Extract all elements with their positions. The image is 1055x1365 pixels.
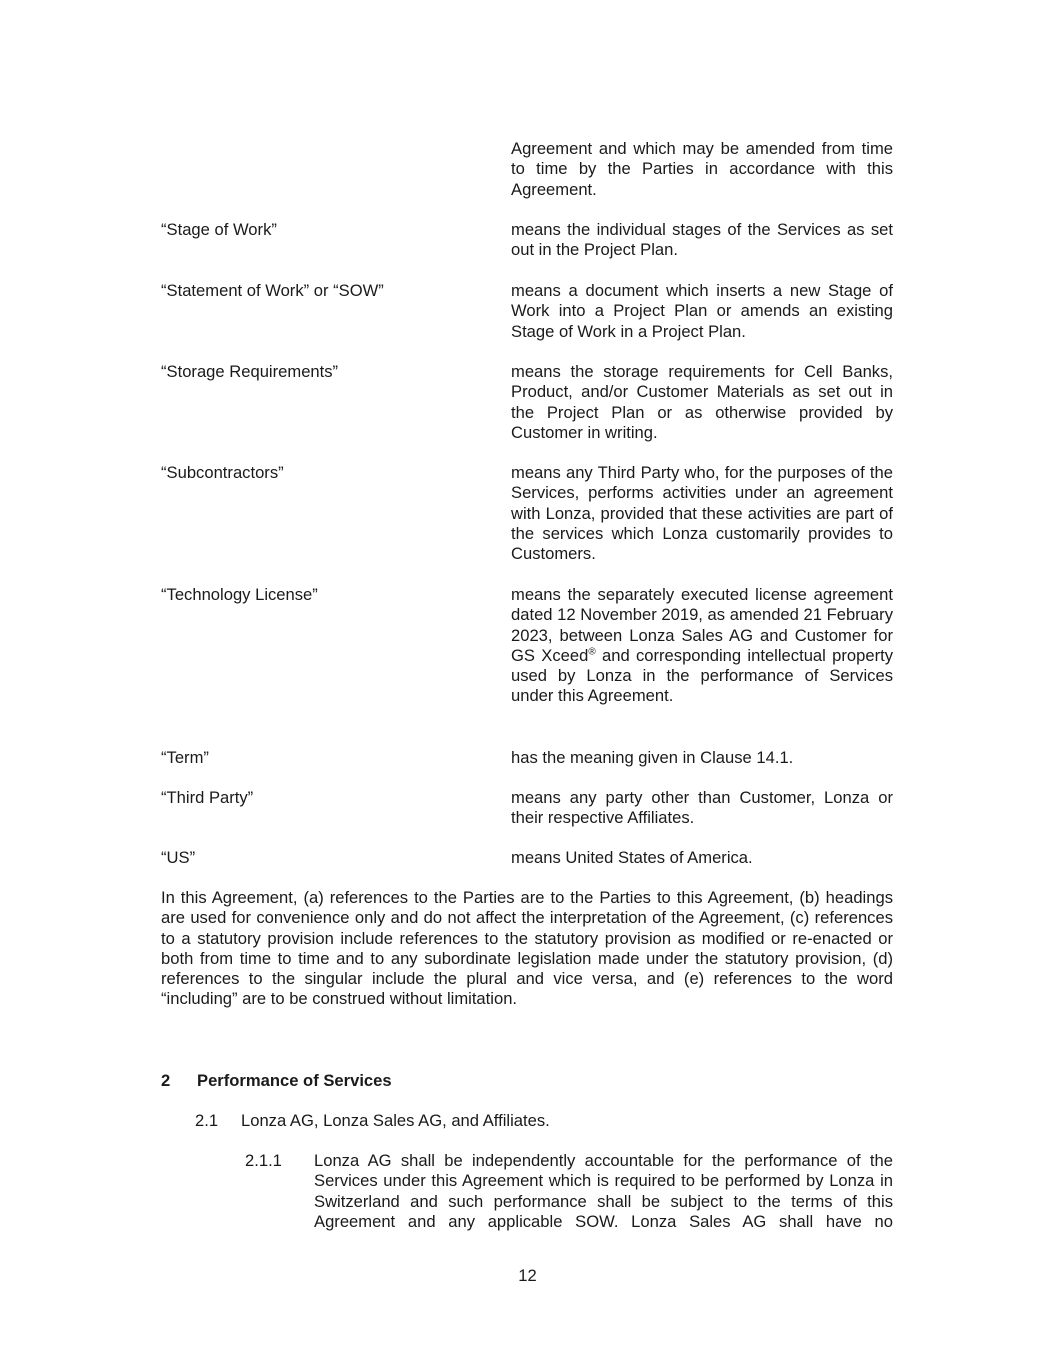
definition-meaning — [511, 585, 893, 707]
section-number: 2 — [161, 1071, 171, 1090]
subsubsection-number: 2.1.1 — [245, 1151, 282, 1170]
definition-term: “US” — [161, 848, 196, 867]
definition-term: “Subcontractors” — [161, 463, 284, 482]
definition-term: “Stage of Work” — [161, 220, 277, 239]
interpretation-paragraph: In this Agreement, (a) references to the Parties are to the Parties to this Agreement, (b) headings are used for convenience only and do not affect the interpretation of the Agreement, (c) references to a statutory provision include references to the statutory provision as modified or re-enacted or both from time to time and to any subordinate legislation made under the statutory provision, (d) references to the singular include the plural and vice versa, and (e) references to the word “including” are to be construed without limitation. — [161, 888, 893, 1009]
definition-meaning: means the individual stages of the Services as set out in the Project Plan. — [511, 220, 893, 260]
registered-trademark-mark: ® — [588, 646, 596, 658]
subsection-heading — [195, 1111, 550, 1131]
definition-meaning-part: and corresponding intellectual property used by Lonza in the performance of Services under this Agreement. — [511, 645, 893, 706]
definition-term: “Third Party” — [161, 788, 254, 807]
page-number: 12 — [518, 1266, 537, 1285]
definition-meaning: has the meaning given in Clause 14.1. — [511, 748, 794, 767]
definition-continuation-text: Agreement and which may be amended from time to time by the Parties in accordance with this Agreement. — [511, 139, 893, 199]
definition-term: “Storage Requirements” — [161, 362, 339, 381]
definition-term: “Statement of Work” or “SOW” — [161, 281, 384, 300]
subsubsection-text: Lonza AG shall be independently accountable for the performance of the Services under this Agreement which is required to be performed by Lonza in Switzerland and such performance shall be subject to the terms of this Agreement and any applicable SOW. Lonza Sales AG shall have no — [314, 1151, 893, 1231]
subsection-title: Lonza AG, Lonza Sales AG, and Affiliates. — [241, 1111, 550, 1130]
section-heading — [161, 1071, 392, 1091]
definition-meaning: means the storage requirements for Cell Banks, Product, and/or Customer Materials as set out in the Project Plan or as otherwise provided by Customer in writing. — [511, 362, 893, 442]
section-title: Performance of Services — [197, 1071, 392, 1090]
definition-term: “Term” — [161, 748, 209, 767]
definition-meaning: means a document which inserts a new Stage of Work into a Project Plan or amends an existing Stage of Work in a Project Plan. — [511, 281, 893, 341]
definition-meaning: means any party other than Customer, Lonza or their respective Affiliates. — [511, 788, 893, 828]
definition-meaning-part: means the separately executed license agreement dated 12 November 2019, as amended 21 February 2023, between Lonza Sales AG and Customer for GS Xceed — [511, 585, 893, 665]
definition-meaning: means United States of America. — [511, 848, 753, 867]
definition-term: “Technology License” — [161, 585, 318, 604]
definition-meaning: means any Third Party who, for the purposes of the Services, performs activities under an agreement with Lonza, provided that these activities are part of the services which Lonza customarily provides to Customers. — [511, 463, 893, 564]
subsection-number: 2.1 — [195, 1111, 219, 1130]
